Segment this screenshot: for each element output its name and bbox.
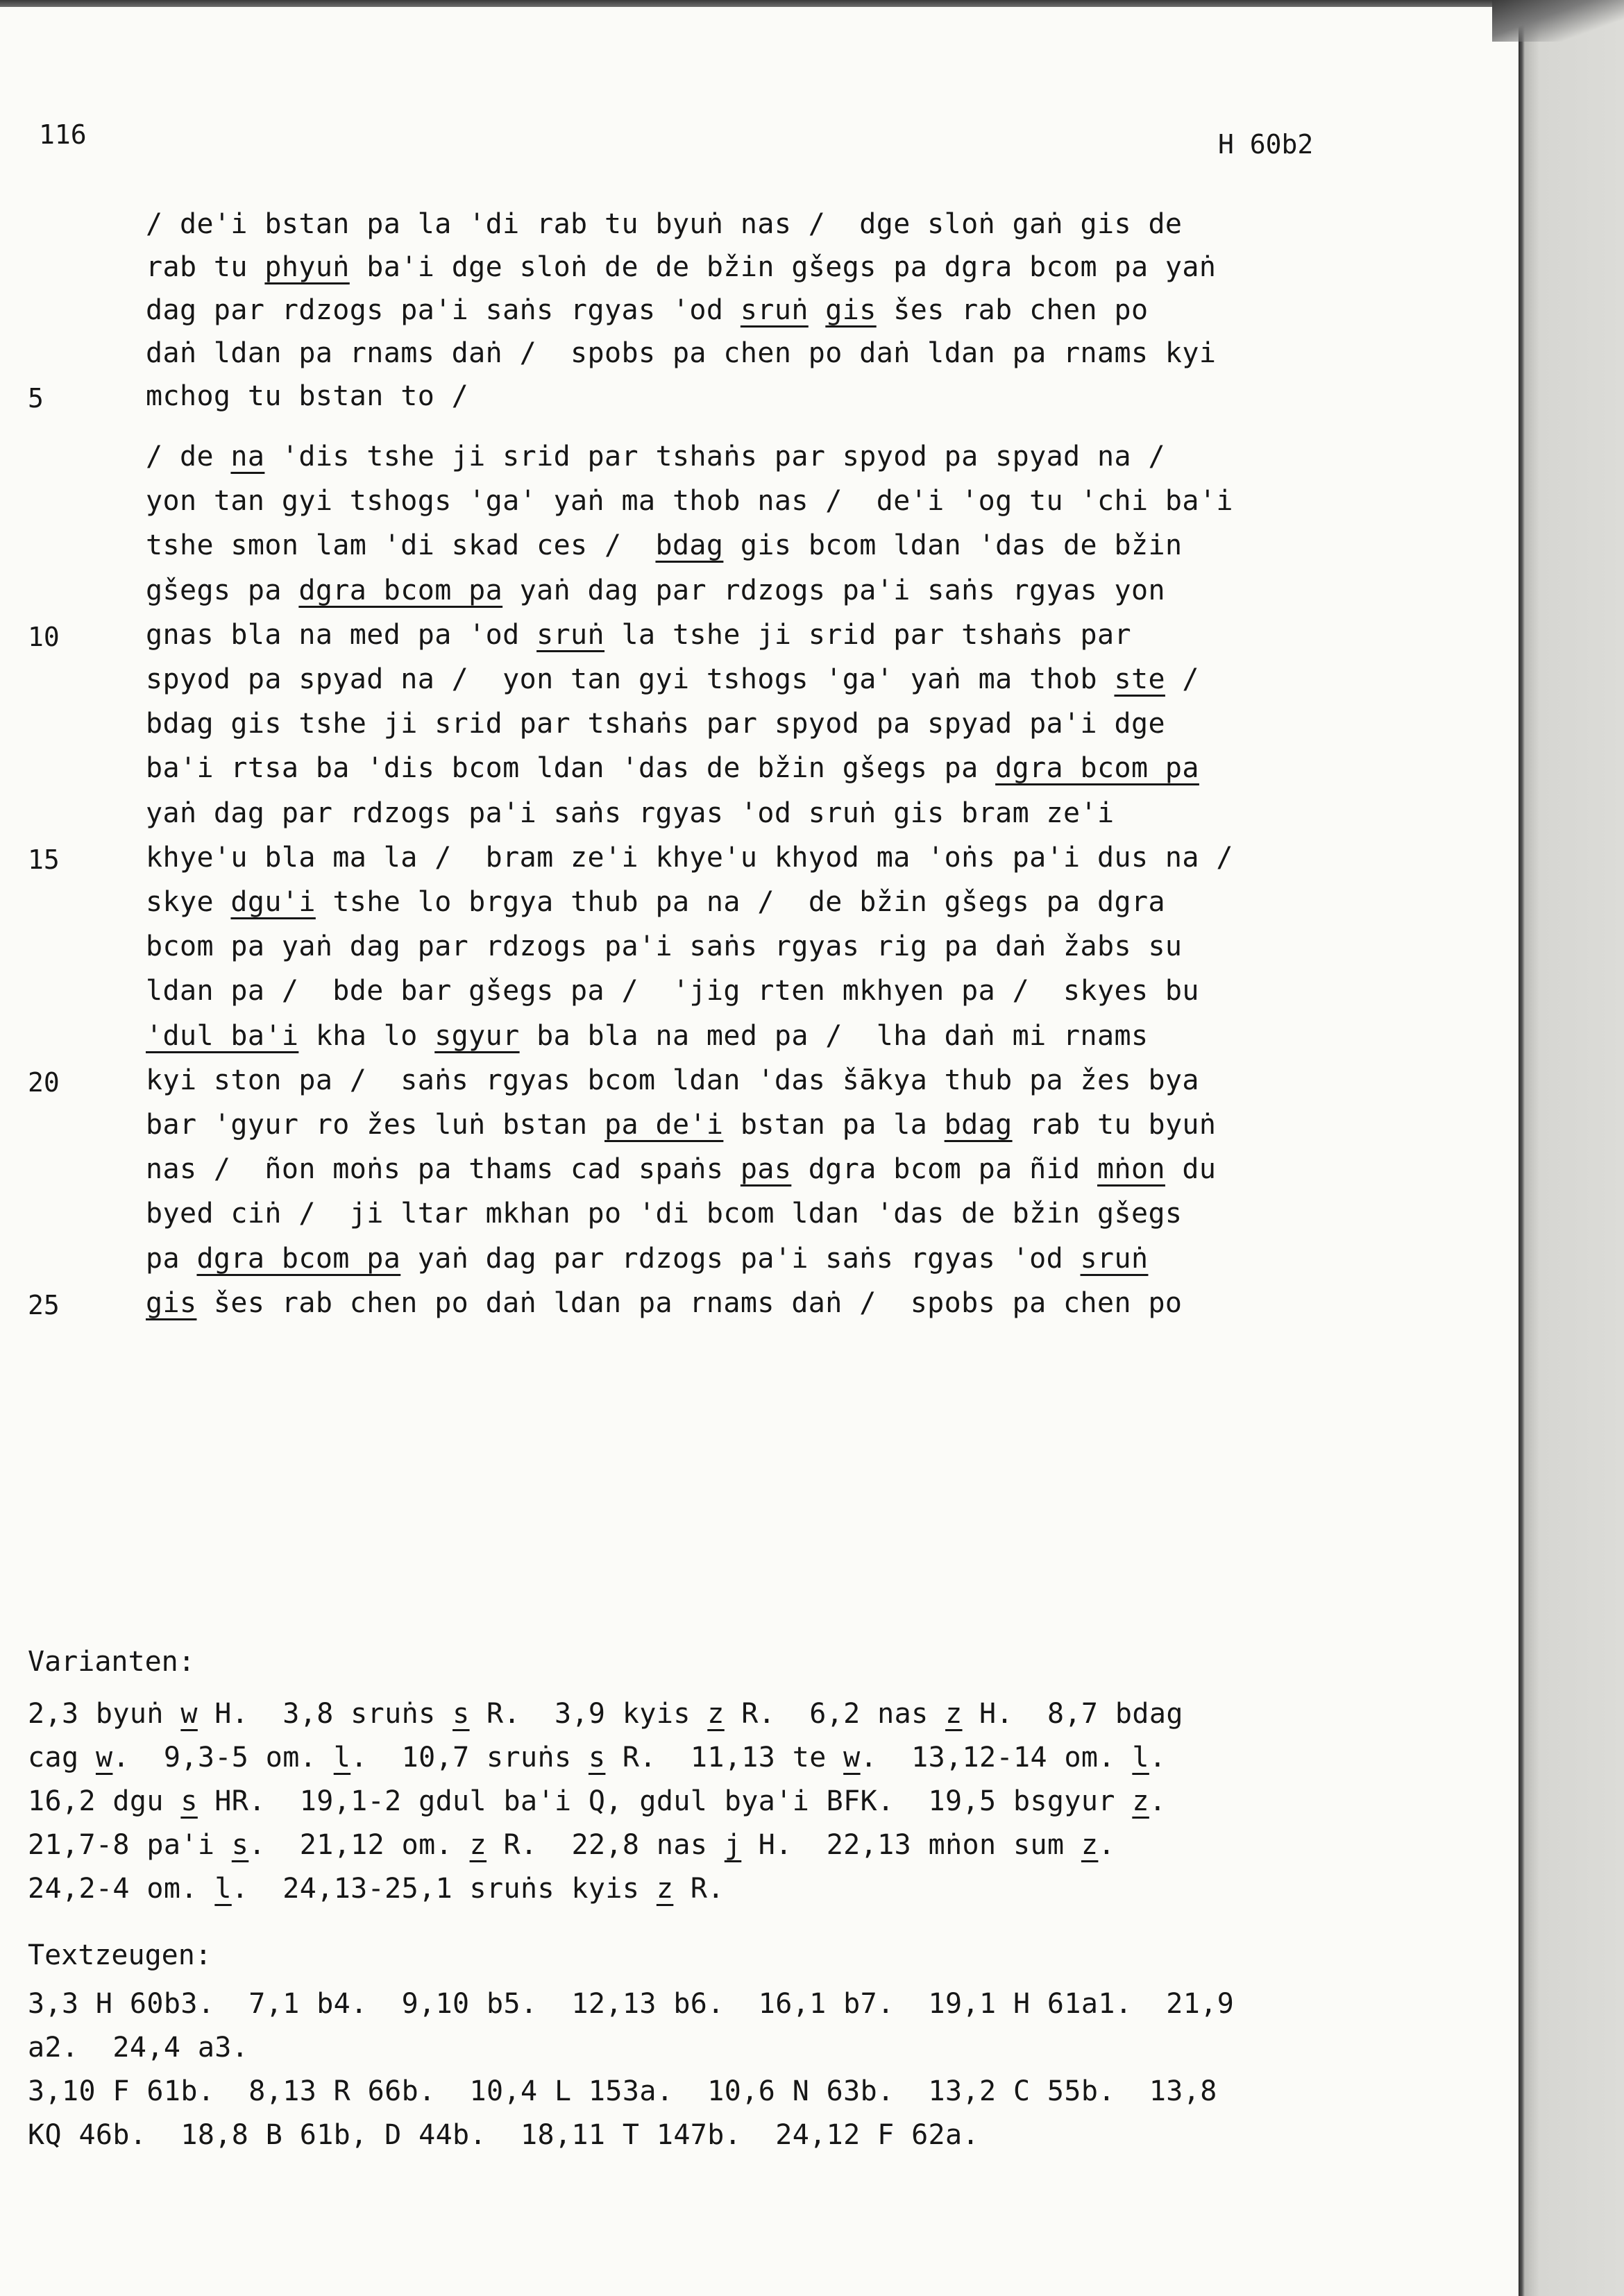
underlined-word: sgyur	[434, 1019, 520, 1052]
underlined-word: dgra bcom pa	[298, 574, 503, 606]
text-line	[146, 441, 1165, 473]
text-line	[146, 337, 1216, 369]
text-segment: .	[1149, 1785, 1167, 1817]
text-line	[146, 529, 1182, 561]
text-line	[146, 1287, 1182, 1319]
line-number: 15	[28, 844, 60, 875]
text-segment: 3,3 H 60b3. 7,1 b4. 9,10 b5. 12,13 b6. 16,1 b7. 19,1 H 61a1. 21,9	[28, 1988, 1235, 2020]
text-segment: 24,2-4 om.	[28, 1873, 215, 1905]
text-segment	[809, 294, 825, 326]
text-segment: rab tu byuṅ	[1012, 1109, 1217, 1141]
apparatus-line	[28, 2032, 248, 2064]
text-segment: bar 'gyur ro žes luṅ bstan	[146, 1109, 605, 1141]
text-segment: . 9,3-5 om.	[112, 1742, 334, 1774]
underlined-word: pa de'i	[604, 1109, 724, 1141]
text-segment: byed ciṅ / ji ltar mkhan po 'di bcom ldan 'das de bžin gšegs	[146, 1198, 1183, 1230]
underlined-word: s	[588, 1742, 606, 1774]
underlined-word: w	[180, 1698, 198, 1730]
text-segment: R. 6,2 nas	[724, 1698, 946, 1730]
text-segment: rab tu	[146, 251, 265, 283]
text-segment: daṅ ldan pa rnams daṅ / spobs pa chen po daṅ ldan pa rnams kyi	[146, 337, 1217, 369]
underlined-word: sruṅ	[1080, 1242, 1149, 1275]
manuscript-siglum: H 60b2	[1218, 129, 1314, 160]
underlined-word: s	[231, 1829, 249, 1861]
text-line	[146, 1153, 1216, 1185]
underlined-word: sruṅ	[740, 294, 809, 326]
apparatus-line	[28, 1742, 1166, 1774]
text-segment: 21,7-8 pa'i	[28, 1829, 232, 1861]
underlined-word: na	[230, 441, 265, 473]
text-segment: bstan pa la	[723, 1109, 945, 1141]
underlined-word: pas	[740, 1153, 792, 1186]
text-line	[146, 1064, 1199, 1096]
underlined-word: mṅon	[1097, 1153, 1165, 1186]
line-number: 20	[28, 1066, 60, 1098]
underlined-word: bdag	[655, 529, 724, 562]
page-corner-shadow	[1492, 0, 1624, 42]
apparatus-line	[28, 1873, 725, 1905]
text-segment: gis bcom ldan 'das de bžin	[723, 529, 1183, 562]
apparatus-line	[28, 1988, 1234, 2020]
scan-top-edge	[0, 0, 1527, 7]
text-segment: H. 8,7 bdag	[962, 1698, 1183, 1730]
text-segment: a2. 24,4 a3.	[28, 2032, 249, 2064]
text-segment: yaṅ dag par rdzogs pa'i saṅs rgyas 'od sruṅ gis bram ze'i	[146, 797, 1115, 829]
apparatus-line	[28, 2119, 979, 2151]
underlined-word: bdag	[944, 1109, 1013, 1141]
text-line	[146, 886, 1165, 918]
text-line	[146, 975, 1199, 1007]
text-segment: yon tan gyi tshogs 'ga' yaṅ ma thob nas / de'i 'og tu 'chi ba'i	[146, 485, 1233, 518]
text-line	[146, 708, 1165, 740]
underlined-word: z	[656, 1873, 674, 1905]
text-line	[146, 663, 1199, 695]
text-segment: H. 22,13 mṅon sum	[741, 1829, 1081, 1861]
text-segment: tshe smon lam 'di skad ces /	[146, 529, 656, 562]
underlined-word: dgra bcom pa	[196, 1242, 401, 1275]
page-number: 116	[39, 119, 87, 150]
text-segment: 3,10 F 61b. 8,13 R 66b. 10,4 L 153a. 10,6 N 63b. 13,2 C 55b. 13,8	[28, 2075, 1217, 2107]
text-line	[146, 619, 1131, 651]
text-segment: gnas bla na med pa 'od	[146, 618, 537, 651]
text-line	[146, 575, 1165, 606]
text-line	[146, 485, 1233, 517]
underlined-word: w	[843, 1742, 861, 1774]
underlined-word: z	[945, 1698, 963, 1730]
text-segment: R.	[673, 1873, 725, 1905]
text-segment: ba'i rtsa ba 'dis bcom ldan 'das de bžin gšegs pa	[146, 752, 996, 785]
text-segment: bdag gis tshe ji srid par tshaṅs par spyod pa spyad pa'i dge	[146, 708, 1165, 740]
apparatus-line	[28, 1698, 1183, 1730]
text-line	[146, 752, 1199, 784]
text-line	[146, 797, 1114, 829]
text-segment: pa	[146, 1242, 197, 1275]
text-segment: bcom pa yaṅ dag par rdzogs pa'i saṅs rgyas rig pa daṅ žabs su	[146, 930, 1183, 963]
text-line	[146, 930, 1182, 962]
underlined-word: gis	[825, 294, 877, 326]
underlined-word: l	[333, 1742, 351, 1774]
text-segment: la tshe ji srid par tshaṅs par	[604, 618, 1131, 651]
underlined-word: sruṅ	[536, 618, 605, 651]
text-segment: . 24,13-25,1 sruṅs kyis	[231, 1873, 657, 1905]
text-segment: R. 3,9 kyis	[469, 1698, 708, 1730]
text-segment: du	[1165, 1153, 1217, 1186]
line-number: 10	[28, 621, 60, 652]
text-segment: šes rab chen po daṅ ldan pa rnams daṅ / spobs pa chen po	[196, 1286, 1183, 1319]
text-segment: . 21,12 om.	[248, 1829, 470, 1861]
line-number: 25	[28, 1289, 60, 1320]
text-segment: yaṅ dag par rdzogs pa'i saṅs rgyas yon	[502, 574, 1165, 606]
apparatus-line	[28, 1785, 1166, 1817]
text-line	[146, 251, 1216, 283]
text-segment: spyod pa spyad na / yon tan gyi tshogs 'ga' yaṅ ma thob	[146, 663, 1115, 695]
line-number: 5	[28, 383, 44, 414]
text-segment: .	[1149, 1742, 1167, 1774]
underlined-word: z	[707, 1698, 725, 1730]
underlined-word: z	[1081, 1829, 1099, 1861]
text-segment: yaṅ dag par rdzogs pa'i saṅs rgyas 'od	[400, 1242, 1081, 1275]
apparatus-line	[28, 1829, 1115, 1861]
underlined-word: dgu'i	[230, 886, 316, 918]
text-segment: mchog tu bstan to /	[146, 380, 469, 412]
witnesses-heading: Textzeugen:	[28, 1939, 212, 1971]
text-segment: .	[1098, 1829, 1115, 1861]
text-segment: ldan pa / bde bar gšegs pa / 'jig rten mkhyen pa / skyes bu	[146, 975, 1199, 1007]
text-line	[146, 1109, 1216, 1141]
underlined-word: ste	[1114, 663, 1165, 695]
text-line	[146, 1198, 1182, 1230]
underlined-word: s	[180, 1785, 198, 1817]
text-segment: nas / ñon moṅs pa thams cad spaṅs	[146, 1153, 741, 1186]
text-line	[146, 1020, 1148, 1052]
book-binding-shadow	[1519, 0, 1624, 2296]
text-segment: cag	[28, 1742, 96, 1774]
underlined-word: z	[469, 1829, 487, 1861]
text-segment: KQ 46b. 18,8 B 61b, D 44b. 18,11 T 147b. 24,12 F 62a.	[28, 2119, 979, 2151]
underlined-word: dgra bcom pa	[995, 752, 1199, 785]
underlined-word: gis	[146, 1286, 197, 1319]
text-segment: šes rab chen po	[876, 294, 1149, 326]
text-segment: 'dis tshe ji srid par tshaṅs par spyod pa spyad na /	[264, 441, 1165, 473]
text-segment: / de'i bstan pa la 'di rab tu byuṅ nas / dge sloṅ gaṅ gis de	[146, 208, 1183, 240]
text-segment: . 10,7 sruṅs	[350, 1742, 589, 1774]
underlined-word: l	[1132, 1742, 1149, 1774]
text-segment: . 13,12-14 om.	[860, 1742, 1133, 1774]
text-segment: skye	[146, 886, 231, 918]
text-segment: ba bla na med pa / lha daṅ mi rnams	[519, 1019, 1149, 1052]
text-segment: ba'i dge sloṅ de de bžin gšegs pa dgra bcom pa yaṅ	[349, 251, 1217, 283]
text-line	[146, 380, 468, 412]
underlined-word: l	[214, 1873, 232, 1905]
text-line	[146, 842, 1233, 874]
text-line	[146, 1243, 1148, 1275]
text-segment: H. 3,8 sruṅs	[197, 1698, 453, 1730]
underlined-word: phyuṅ	[264, 251, 350, 283]
text-segment: R. 22,8 nas	[487, 1829, 725, 1861]
underlined-word: j	[724, 1829, 742, 1861]
text-segment: / de	[146, 441, 231, 473]
underlined-word: z	[1132, 1785, 1149, 1817]
text-segment: kha lo	[298, 1019, 435, 1052]
text-segment: 16,2 dgu	[28, 1785, 181, 1817]
text-segment: /	[1165, 663, 1199, 695]
text-segment: dag par rdzogs pa'i saṅs rgyas 'od	[146, 294, 741, 326]
text-segment: 2,3 byuṅ	[28, 1698, 181, 1730]
text-segment: HR. 19,1-2 gdul ba'i Q, gdul bya'i BFK. 19,5 bsgyur	[197, 1785, 1133, 1817]
text-segment: kyi ston pa / saṅs rgyas bcom ldan 'das šākya thub pa žes bya	[146, 1064, 1199, 1096]
text-segment: khye'u bla ma la / bram ze'i khye'u khyod ma 'oṅs pa'i dus na /	[146, 841, 1233, 874]
underlined-word: 'dul ba'i	[146, 1019, 299, 1052]
underlined-word: s	[452, 1698, 470, 1730]
apparatus-line	[28, 2075, 1217, 2107]
text-segment: R. 11,13 te	[605, 1742, 844, 1774]
text-line	[146, 208, 1182, 240]
underlined-word: w	[95, 1742, 113, 1774]
text-segment: dgra bcom pa ñid	[791, 1153, 1098, 1186]
text-line	[146, 294, 1148, 326]
text-segment: tshe lo brgya thub pa na / de bžin gšegs pa dgra	[315, 886, 1165, 918]
text-segment: gšegs pa	[146, 574, 299, 606]
variants-heading: Varianten:	[28, 1646, 195, 1678]
